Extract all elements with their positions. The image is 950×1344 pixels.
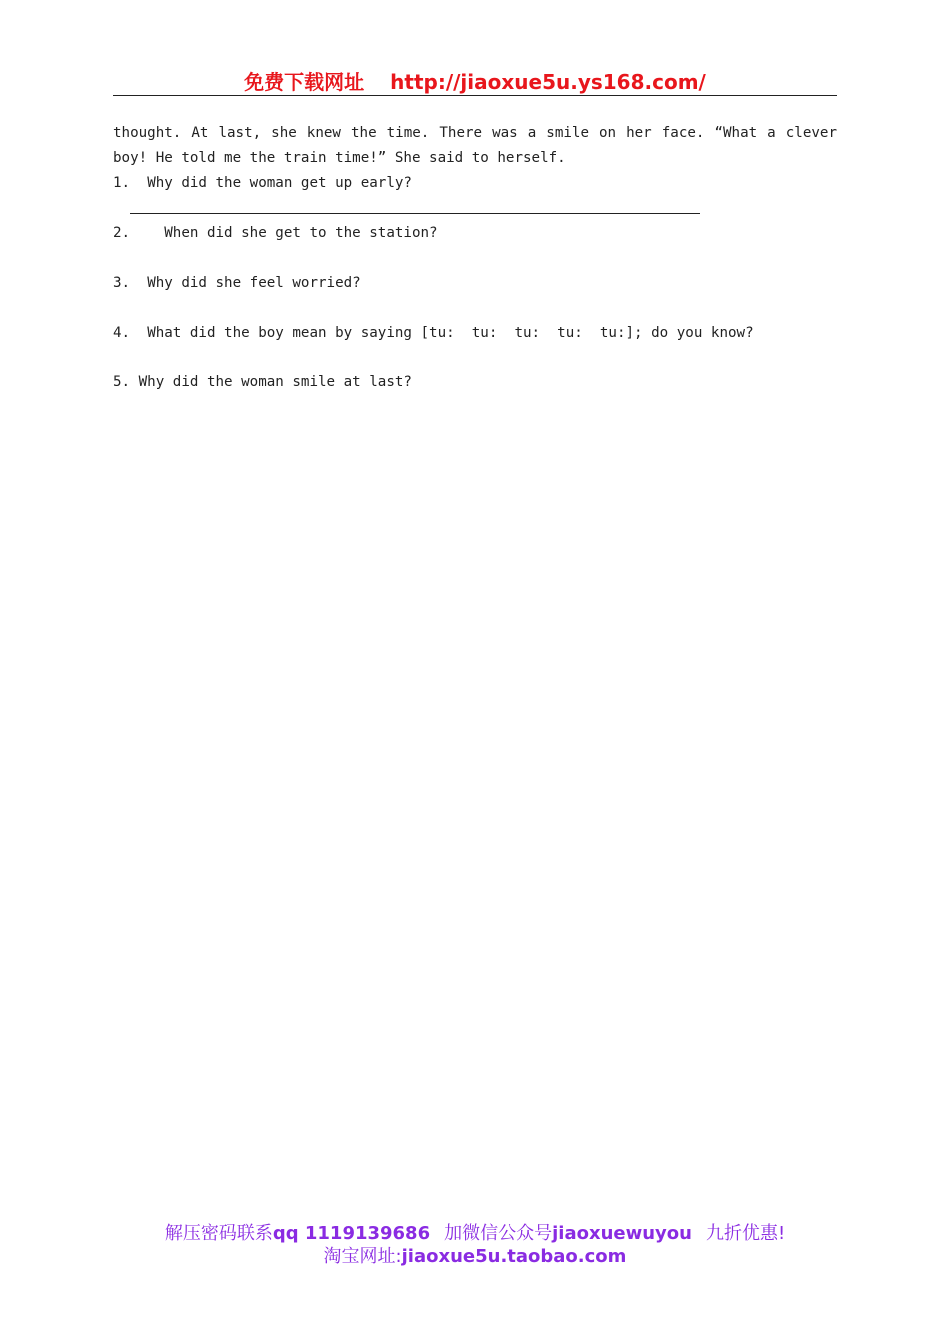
passage-line-2: boy! He told me the train time!” She said to herself. bbox=[113, 150, 566, 166]
footer-line-2 bbox=[0, 1242, 950, 1268]
footer-password-label: 解压密码联系 bbox=[164, 1223, 273, 1244]
question-text: Why did she feel worried? bbox=[147, 275, 361, 291]
footer-taobao-label: 淘宝网址: bbox=[323, 1246, 402, 1267]
question-text: What did the boy mean by saying [tu: tu: tu: tu: tu:]; do you know? bbox=[147, 325, 754, 341]
question-1 bbox=[113, 174, 412, 192]
question-5 bbox=[113, 373, 412, 391]
footer-discount: 九折优惠! bbox=[705, 1223, 786, 1244]
footer-taobao-url[interactable]: jiaoxue5u.taobao.com bbox=[401, 1246, 627, 1267]
question-number: 2. bbox=[113, 225, 131, 241]
passage-line-1: thought. At last, she knew the time. There was a smile on her face. “What a clever bbox=[113, 125, 837, 141]
question-number: 1. bbox=[113, 175, 131, 191]
question-4 bbox=[113, 324, 754, 342]
question-text: Why did the woman smile at last? bbox=[138, 374, 412, 390]
question-text: Why did the woman get up early? bbox=[147, 175, 412, 191]
question-2 bbox=[113, 224, 438, 242]
question-number: 3. bbox=[113, 275, 131, 291]
page-header bbox=[0, 66, 950, 95]
header-site-label: 免费下载网址 bbox=[244, 70, 365, 94]
footer-qq: qq 1119139686 bbox=[272, 1223, 431, 1244]
question-text: When did she get to the station? bbox=[164, 225, 438, 241]
question-number: 4. bbox=[113, 325, 131, 341]
header-divider bbox=[113, 95, 837, 96]
question-3 bbox=[113, 274, 361, 292]
footer-wechat: jiaoxuewuyou bbox=[552, 1223, 692, 1244]
question-number: 5. bbox=[113, 374, 131, 390]
answer-line-1 bbox=[130, 213, 700, 214]
header-site-url[interactable]: http://jiaoxue5u.ys168.com/ bbox=[390, 70, 706, 94]
footer-wechat-label: 加微信公众号 bbox=[444, 1223, 553, 1244]
